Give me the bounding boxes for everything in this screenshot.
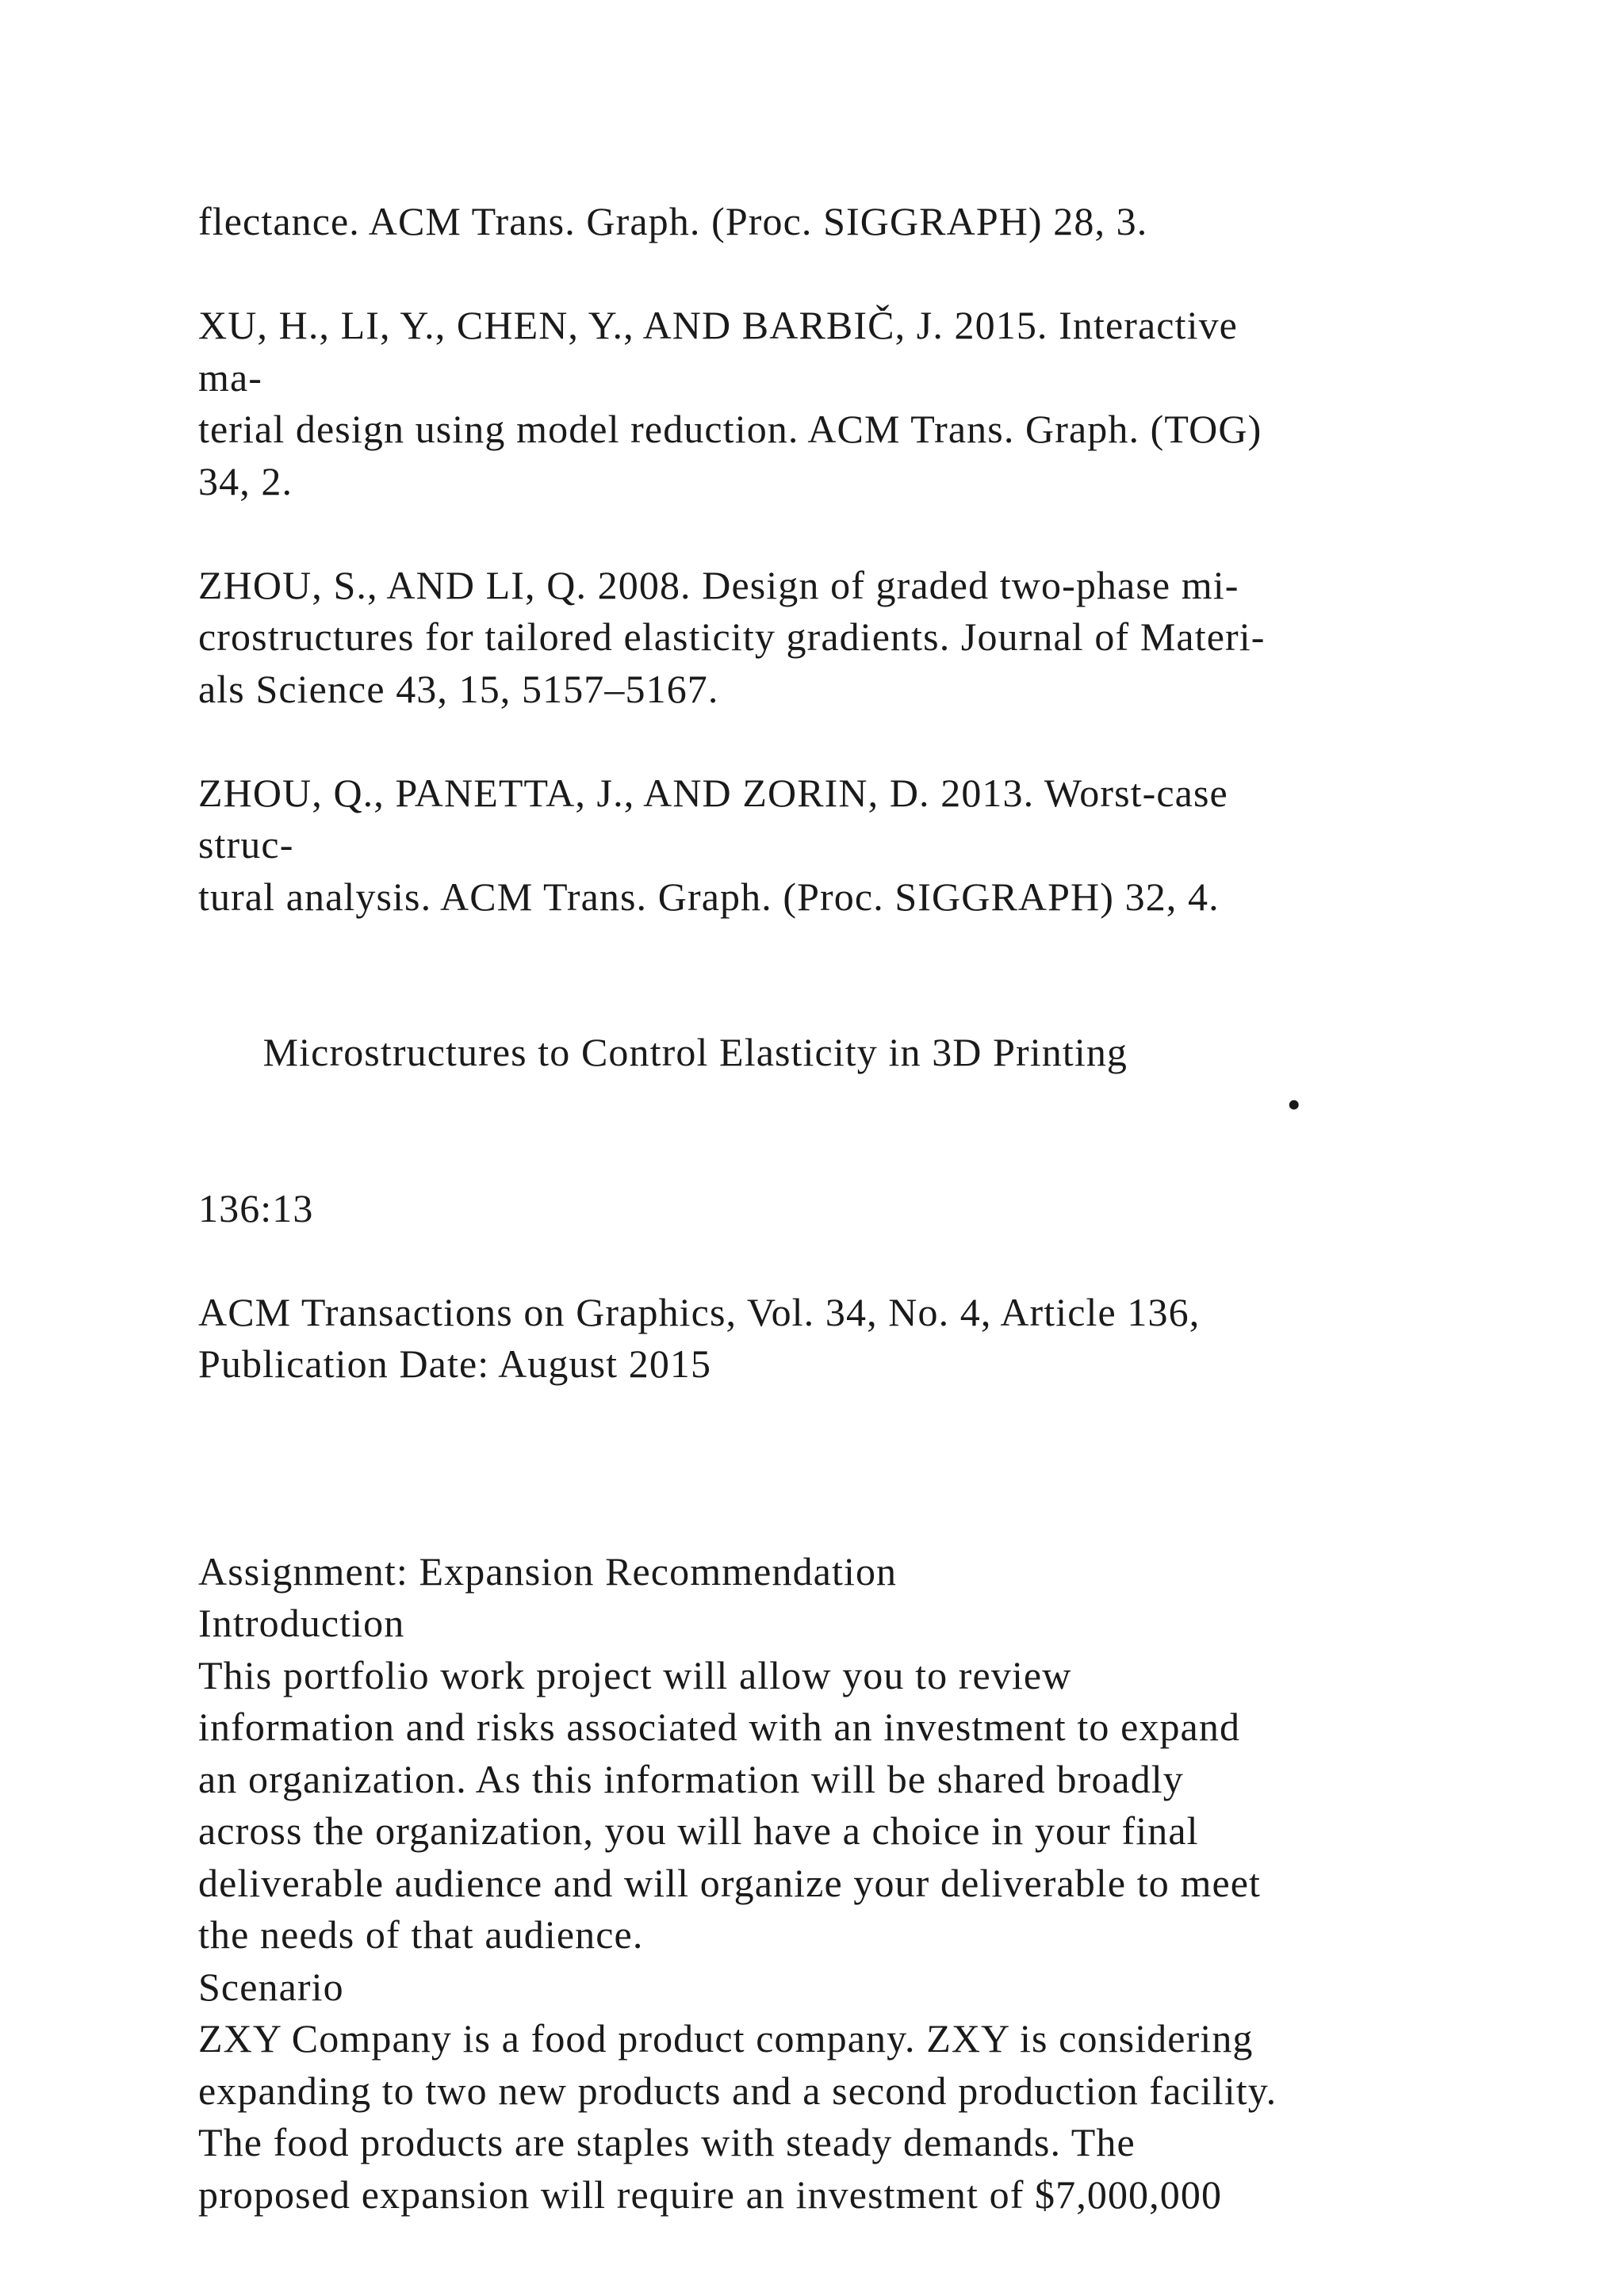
journal-footer-line: ACM Transactions on Graphics, Vol. 34, No. 4, Article 136, [198, 1289, 1201, 1334]
document-page [198, 196, 1546, 2221]
reference-line: ZHOU, S., AND LI, Q. 2008. Design of graded two-phase mi- [198, 562, 1239, 607]
reference-entry [198, 196, 1546, 248]
intro-line: across the organization, you will have a choice in your final [198, 1808, 1199, 1853]
intro-line: deliverable audience and will organize your deliverable to meet [198, 1860, 1262, 1905]
journal-footer-line: Publication Date: August 2015 [198, 1341, 712, 1386]
intro-line: an organization. As this information will be shared broadly [198, 1756, 1184, 1801]
journal-footer [198, 1287, 1546, 1391]
assignment-title: Assignment: Expansion Recommendation [198, 1548, 898, 1594]
reference-line: XU, H., LI, Y., CHEN, Y., AND BARBIČ, J. 2015. Interactive [198, 303, 1238, 347]
running-header-title: Microstructures to Control Elasticity in 3D Printing [262, 1030, 1128, 1074]
intro-heading: Introduction [198, 1601, 405, 1645]
intro-line: information and risks associated with an investment to expand [198, 1705, 1241, 1749]
reference-line: 34, 2. [198, 458, 293, 503]
scenario-line: proposed expansion will require an investment of $7,000,000 [198, 2172, 1223, 2217]
bullet-separator: • [1287, 1081, 1302, 1127]
reference-line: als Science 43, 15, 5157–5167. [198, 666, 719, 711]
scenario-line: expanding to two new products and a second production facility. [198, 2068, 1277, 2113]
page-number: 136:13 [198, 1185, 314, 1230]
reference-entry [198, 300, 1546, 507]
scenario-line: The food products are staples with steady demands. The [198, 2120, 1136, 2164]
intro-line: This portfolio work project will allow you to review [198, 1652, 1072, 1697]
assignment-section [198, 1546, 1546, 2221]
reference-line: crostructures for tailored elasticity gradients. Journal of Materi- [198, 614, 1266, 659]
reference-entry [198, 560, 1546, 716]
reference-line: terial design using model reduction. ACM Trans. Graph. (TOG) [198, 407, 1262, 451]
reference-entry [198, 767, 1546, 924]
scenario-line: ZXY Company is a food product company. ZXY is considering [198, 2016, 1254, 2061]
reference-line: tural analysis. ACM Trans. Graph. (Proc. SIGGRAPH) 32, 4. [198, 874, 1220, 919]
reference-line: struc- [198, 822, 294, 867]
reference-line: flectance. ACM Trans. Graph. (Proc. SIGGRAPH) 28, 3. [198, 199, 1148, 243]
scenario-heading: Scenario [198, 1964, 344, 2009]
intro-line: the needs of that audience. [198, 1912, 644, 1957]
reference-line: ZHOU, Q., PANETTA, J., AND ZORIN, D. 2013. Worst-case [198, 770, 1228, 815]
running-header [198, 975, 1546, 1235]
reference-line: ma- [198, 354, 263, 400]
